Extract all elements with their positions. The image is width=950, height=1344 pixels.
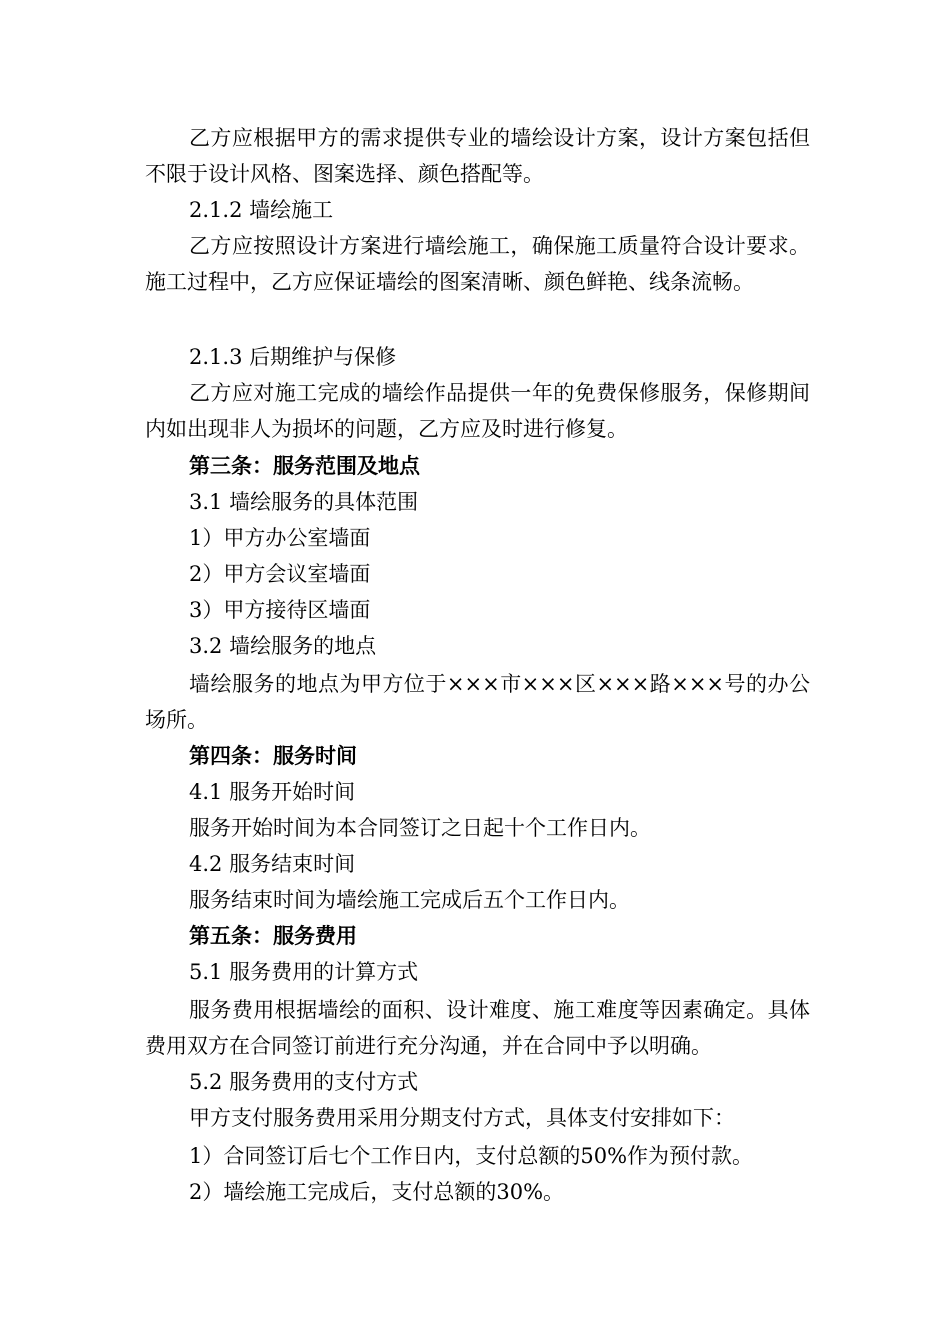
list-item-meeting-room-wall: 2）甲方会议室墙面 [189,562,371,586]
paragraph-fee-calculation: 服务费用根据墙绘的面积、设计难度、施工难度等因素确定。具体费用双方在合同签订前进行充分沟通，并在合同中予以明确。 [145,998,810,1058]
subheading-4-2: 4.2 服务结束时间 [189,852,356,876]
list-item-reception-wall: 3）甲方接待区墙面 [189,598,371,622]
list-item-office-wall: 1）甲方办公室墙面 [189,526,371,550]
subheading-2-1-3: 2.1.3 后期维护与保修 [189,345,397,369]
subheading-3-2: 3.2 墙绘服务的地点 [189,634,377,658]
paragraph-maintenance: 乙方应对施工完成的墙绘作品提供一年的免费保修服务，保修期间内如出现非人为损坏的问题，乙方应及时进行修复。 [145,381,810,441]
subheading-4-1: 4.1 服务开始时间 [189,780,356,804]
subheading-5-2: 5.2 服务费用的支付方式 [189,1070,419,1094]
paragraph-design-plan: 乙方应根据甲方的需求提供专业的墙绘设计方案，设计方案包括但不限于设计风格、图案选择、颜色搭配等。 [145,126,810,186]
paragraph-payment-method: 甲方支付服务费用采用分期支付方式，具体支付安排如下： [189,1106,735,1130]
paragraph-location: 墙绘服务的地点为甲方位于×××市×××区×××路×××号的办公场所。 [145,672,810,732]
list-item-prepayment: 1）合同签订后七个工作日内，支付总额的50%作为预付款。 [189,1144,754,1168]
section-heading-3: 第三条：服务范围及地点 [189,453,420,478]
paragraph-start-time: 服务开始时间为本合同签订之日起十个工作日内。 [189,816,651,840]
paragraph-construction: 乙方应按照设计方案进行墙绘施工，确保施工质量符合设计要求。施工过程中，乙方应保证墙绘的图案清晰、颜色鲜艳、线条流畅。 [145,234,810,294]
list-item-completion-payment: 2）墙绘施工完成后，支付总额的30%。 [189,1180,565,1204]
section-heading-5: 第五条：服务费用 [189,923,357,948]
section-heading-4: 第四条：服务时间 [189,743,357,768]
paragraph-end-time: 服务结束时间为墙绘施工完成后五个工作日内。 [189,888,630,912]
subheading-2-1-2: 2.1.2 墙绘施工 [189,198,334,222]
subheading-3-1: 3.1 墙绘服务的具体范围 [189,490,419,514]
subheading-5-1: 5.1 服务费用的计算方式 [189,960,419,984]
